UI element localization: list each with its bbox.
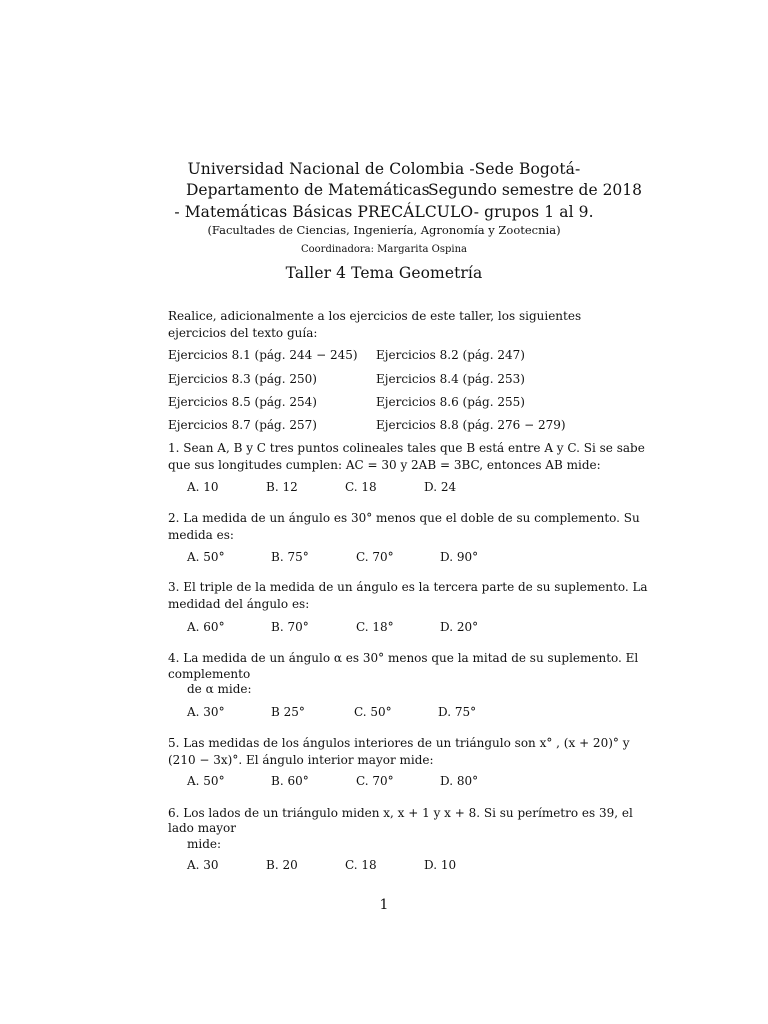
university-title: Universidad Nacional de Colombia -Sede Bogotá- <box>187 160 581 178</box>
question-6-option-b: B. 20 <box>266 858 298 872</box>
question-6-line: mide: <box>187 837 222 851</box>
question-6-option-c: C. 18 <box>345 858 377 872</box>
question-4-option-a: A. 30° <box>187 705 225 719</box>
question-6-line: 6. Los lados de un triángulo miden x, x + 1 y x + 8. Si su perímetro es 39, el <box>168 806 633 820</box>
semester-label: Segundo semestre de 2018 <box>428 181 643 199</box>
exercise-ref: Ejercicios 8.4 (pág. 253) <box>376 372 525 386</box>
exercise-ref: Ejercicios 8.8 (pág. 276 − 279) <box>376 418 566 432</box>
question-2-line: 2. La medida de un ángulo es 30° menos que el doble de su complemento. Su <box>168 511 640 525</box>
question-2-option-b: B. 75° <box>271 550 309 564</box>
question-5-line: (210 − 3x)°. El ángulo interior mayor mide: <box>168 753 434 767</box>
exercise-ref: Ejercicios 8.6 (pág. 255) <box>376 395 525 409</box>
question-3-line: medidad del ángulo es: <box>168 597 310 611</box>
question-1-line: 1. Sean A, B y C tres puntos colineales tales que B está entre A y C. Si se sabe <box>168 441 645 455</box>
question-5-option-b: B. 60° <box>271 774 309 788</box>
course-title: - Matemáticas Básicas PRECÁLCULO- grupos 1 al 9. <box>174 203 594 221</box>
question-2-option-d: D. 90° <box>440 550 479 564</box>
question-2-option-a: A. 50° <box>187 550 225 564</box>
faculties-label: (Facultades de Ciencias, Ingeniería, Agronomía y Zootecnia) <box>207 223 561 237</box>
question-1-option-d: D. 24 <box>424 480 457 494</box>
question-3-option-a: A. 60° <box>187 620 225 634</box>
question-1-option-a: A. 10 <box>187 480 219 494</box>
question-5-option-c: C. 70° <box>356 774 394 788</box>
question-3-option-d: D. 20° <box>440 620 479 634</box>
question-4-line: de α mide: <box>187 682 252 696</box>
exercise-ref: Ejercicios 8.3 (pág. 250) <box>168 372 317 386</box>
question-5-option-a: A. 50° <box>187 774 225 788</box>
question-4-option-c: C. 50° <box>354 705 392 719</box>
question-3-option-c: C. 18° <box>356 620 394 634</box>
question-3-line: 3. El triple de la medida de un ángulo es la tercera parte de su suplemento. La <box>168 580 648 594</box>
intro-text: Realice, adicionalmente a los ejercicios de este taller, los siguientes ejercicios del texto guía: <box>168 309 582 340</box>
exercise-ref: Ejercicios 8.2 (pág. 247) <box>376 348 525 362</box>
question-4-option-b: B 25° <box>271 705 305 719</box>
question-3-option-b: B. 70° <box>271 620 309 634</box>
question-1-line: que sus longitudes cumplen: AC = 30 y 2AB = 3BC, entonces AB mide: <box>168 458 601 472</box>
question-1-option-c: C. 18 <box>345 480 377 494</box>
question-4-line: 4. La medida de un ángulo α es 30° menos que la mitad de su suplemento. El <box>168 651 639 665</box>
coordinator-label: Coordinadora: Margarita Ospina <box>300 244 467 255</box>
question-2-option-c: C. 70° <box>356 550 394 564</box>
question-6-option-d: D. 10 <box>424 858 457 872</box>
exercise-ref: Ejercicios 8.7 (pág. 257) <box>168 418 317 432</box>
question-5-option-d: D. 80° <box>440 774 479 788</box>
question-2-line: medida es: <box>168 528 234 542</box>
department-label: Departamento de Matemáticas <box>186 181 430 199</box>
exercise-ref: Ejercicios 8.1 (pág. 244 − 245) <box>168 348 358 362</box>
workshop-title: Taller 4 Tema Geometría <box>285 264 483 282</box>
page-number: 1 <box>379 897 389 913</box>
question-1-option-b: B. 12 <box>266 480 298 494</box>
question-6-option-a: A. 30 <box>187 858 219 872</box>
question-6-line: lado mayor <box>168 821 236 835</box>
question-4-line: complemento <box>168 667 251 681</box>
question-4-option-d: D. 75° <box>438 705 477 719</box>
exercise-ref: Ejercicios 8.5 (pág. 254) <box>168 395 317 409</box>
question-5-line: 5. Las medidas de los ángulos interiores de un triángulo son x° , (x + 20)° y <box>168 736 630 750</box>
